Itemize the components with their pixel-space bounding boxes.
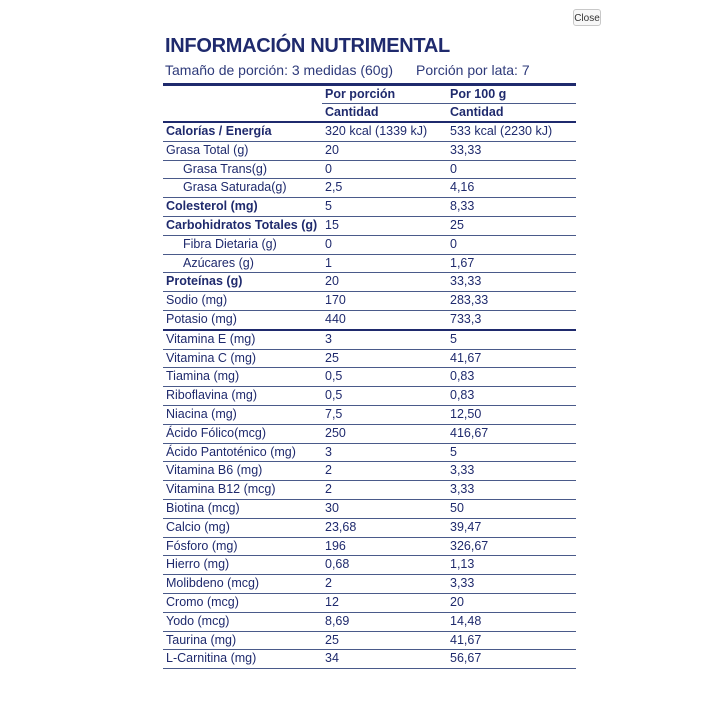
header-blank-2: [163, 104, 322, 123]
per-serving-value: 34: [322, 650, 447, 669]
per-serving-value: 23,68: [322, 518, 447, 537]
table-row: [163, 160, 576, 179]
nutrient-name: Molibdeno (mcg): [163, 575, 322, 594]
per-serving-value: 196: [322, 537, 447, 556]
per-100g-value: 0: [447, 235, 576, 254]
per-serving-value: 2: [322, 481, 447, 500]
per-100g-value: 0: [447, 160, 576, 179]
per-100g-value: 56,67: [447, 650, 576, 669]
table-row: [163, 405, 576, 424]
per-100g-value: 3,33: [447, 575, 576, 594]
per-serving-value: 440: [322, 310, 447, 329]
per-serving-value: 30: [322, 499, 447, 518]
table-row: [163, 537, 576, 556]
servings-per-container: Porción por lata: 7: [416, 62, 530, 78]
per-serving-value: 0,5: [322, 368, 447, 387]
table-row: [163, 235, 576, 254]
per-100g-value: 3,33: [447, 462, 576, 481]
per-serving-value: 15: [322, 216, 447, 235]
table-row: [163, 387, 576, 406]
nutrient-name: Hierro (mg): [163, 556, 322, 575]
table-row: [163, 424, 576, 443]
per-100g-value: 533 kcal (2230 kJ): [447, 122, 576, 141]
per-100g-value: 733,3: [447, 310, 576, 329]
per-serving-value: 320 kcal (1339 kJ): [322, 122, 447, 141]
nutrient-name: Potasio (mg): [163, 310, 322, 329]
nutrition-title: INFORMACIÓN NUTRIMENTAL: [165, 35, 450, 57]
header-amount-serving: Cantidad: [322, 104, 447, 123]
nutrient-name: Vitamina B6 (mg): [163, 462, 322, 481]
nutrient-name: Sodio (mg): [163, 292, 322, 311]
table-row: [163, 499, 576, 518]
per-serving-value: 2: [322, 575, 447, 594]
per-serving-value: 3: [322, 443, 447, 462]
per-100g-value: 1,67: [447, 254, 576, 273]
per-serving-value: 7,5: [322, 405, 447, 424]
header-per-serving: Por porción: [322, 86, 447, 104]
header-row-2: [163, 104, 576, 123]
per-100g-value: 20: [447, 593, 576, 612]
per-100g-value: 4,16: [447, 179, 576, 198]
nutrient-name: Ácido Pantoténico (mg): [163, 443, 322, 462]
nutrient-name: Riboflavina (mg): [163, 387, 322, 406]
per-serving-value: 0,5: [322, 387, 447, 406]
nutrient-name: Vitamina C (mg): [163, 349, 322, 368]
per-100g-value: 283,33: [447, 292, 576, 311]
header-per-100g: Por 100 g: [447, 86, 576, 104]
table-row: [163, 368, 576, 387]
nutrient-name: Ácido Fólico(mcg): [163, 424, 322, 443]
table-row: [163, 179, 576, 198]
nutrient-name: Niacina (mg): [163, 405, 322, 424]
nutrient-name: Vitamina E (mg): [163, 330, 322, 349]
per-100g-value: 416,67: [447, 424, 576, 443]
per-serving-value: 0,68: [322, 556, 447, 575]
per-serving-value: 0: [322, 160, 447, 179]
table-row: [163, 330, 576, 349]
per-serving-value: 170: [322, 292, 447, 311]
table-row: [163, 349, 576, 368]
per-serving-value: 250: [322, 424, 447, 443]
per-100g-value: 5: [447, 443, 576, 462]
nutrition-facts-panel: [163, 34, 576, 669]
nutrient-name: Vitamina B12 (mcg): [163, 481, 322, 500]
close-button[interactable]: Close: [573, 9, 601, 26]
nutrient-name: Azúcares (g): [163, 254, 322, 273]
per-100g-value: 14,48: [447, 612, 576, 631]
table-row: [163, 556, 576, 575]
serving-size: Tamaño de porción: 3 medidas (60g): [165, 62, 394, 78]
table-row: [163, 292, 576, 311]
nutrient-name: Colesterol (mg): [163, 198, 322, 217]
table-row: [163, 310, 576, 329]
table-row: [163, 612, 576, 631]
serving-info: [165, 61, 576, 79]
per-100g-value: 5: [447, 330, 576, 349]
nutrient-name: Calorías / Energía: [163, 122, 322, 141]
per-100g-value: 8,33: [447, 198, 576, 217]
header-amount-100g: Cantidad: [447, 104, 576, 123]
table-row: [163, 216, 576, 235]
table-row: [163, 443, 576, 462]
per-100g-value: 0,83: [447, 368, 576, 387]
per-100g-value: 1,13: [447, 556, 576, 575]
per-100g-value: 12,50: [447, 405, 576, 424]
per-serving-value: 2,5: [322, 179, 447, 198]
per-100g-value: 41,67: [447, 631, 576, 650]
nutrient-name: Biotina (mcg): [163, 499, 322, 518]
per-serving-value: 5: [322, 198, 447, 217]
table-row: [163, 462, 576, 481]
per-100g-value: 33,33: [447, 141, 576, 160]
table-row: [163, 518, 576, 537]
nutrient-name: Fósforo (mg): [163, 537, 322, 556]
table-row: [163, 631, 576, 650]
table-row: [163, 141, 576, 160]
per-100g-value: 50: [447, 499, 576, 518]
table-row: [163, 273, 576, 292]
per-serving-value: 3: [322, 330, 447, 349]
per-100g-value: 0,83: [447, 387, 576, 406]
table-row: [163, 198, 576, 217]
table-row: [163, 254, 576, 273]
nutrient-name: Proteínas (g): [163, 273, 322, 292]
nutrient-name: Calcio (mg): [163, 518, 322, 537]
nutrition-table: [163, 86, 576, 669]
nutrient-name: L-Carnitina (mg): [163, 650, 322, 669]
per-serving-value: 8,69: [322, 612, 447, 631]
per-serving-value: 0: [322, 235, 447, 254]
header-blank: [163, 86, 322, 104]
nutrient-name: Grasa Trans(g): [163, 160, 322, 179]
nutrient-rows: [163, 122, 576, 669]
per-serving-value: 25: [322, 631, 447, 650]
table-row: [163, 122, 576, 141]
table-row: [163, 481, 576, 500]
per-serving-value: 12: [322, 593, 447, 612]
per-serving-value: 20: [322, 141, 447, 160]
table-row: [163, 575, 576, 594]
per-100g-value: 41,67: [447, 349, 576, 368]
table-row: [163, 593, 576, 612]
per-serving-value: 25: [322, 349, 447, 368]
nutrient-name: Taurina (mg): [163, 631, 322, 650]
per-serving-value: 1: [322, 254, 447, 273]
nutrient-name: Fibra Dietaria (g): [163, 235, 322, 254]
nutrient-name: Tiamina (mg): [163, 368, 322, 387]
nutrient-name: Yodo (mcg): [163, 612, 322, 631]
header-row-1: [163, 86, 576, 104]
nutrient-name: Grasa Saturada(g): [163, 179, 322, 198]
per-100g-value: 33,33: [447, 273, 576, 292]
per-100g-value: 326,67: [447, 537, 576, 556]
table-row: [163, 650, 576, 669]
nutrient-name: Grasa Total (g): [163, 141, 322, 160]
per-100g-value: 39,47: [447, 518, 576, 537]
per-100g-value: 25: [447, 216, 576, 235]
nutrient-name: Carbohidratos Totales (g): [163, 216, 322, 235]
per-serving-value: 20: [322, 273, 447, 292]
per-serving-value: 2: [322, 462, 447, 481]
nutrient-name: Cromo (mcg): [163, 593, 322, 612]
per-100g-value: 3,33: [447, 481, 576, 500]
